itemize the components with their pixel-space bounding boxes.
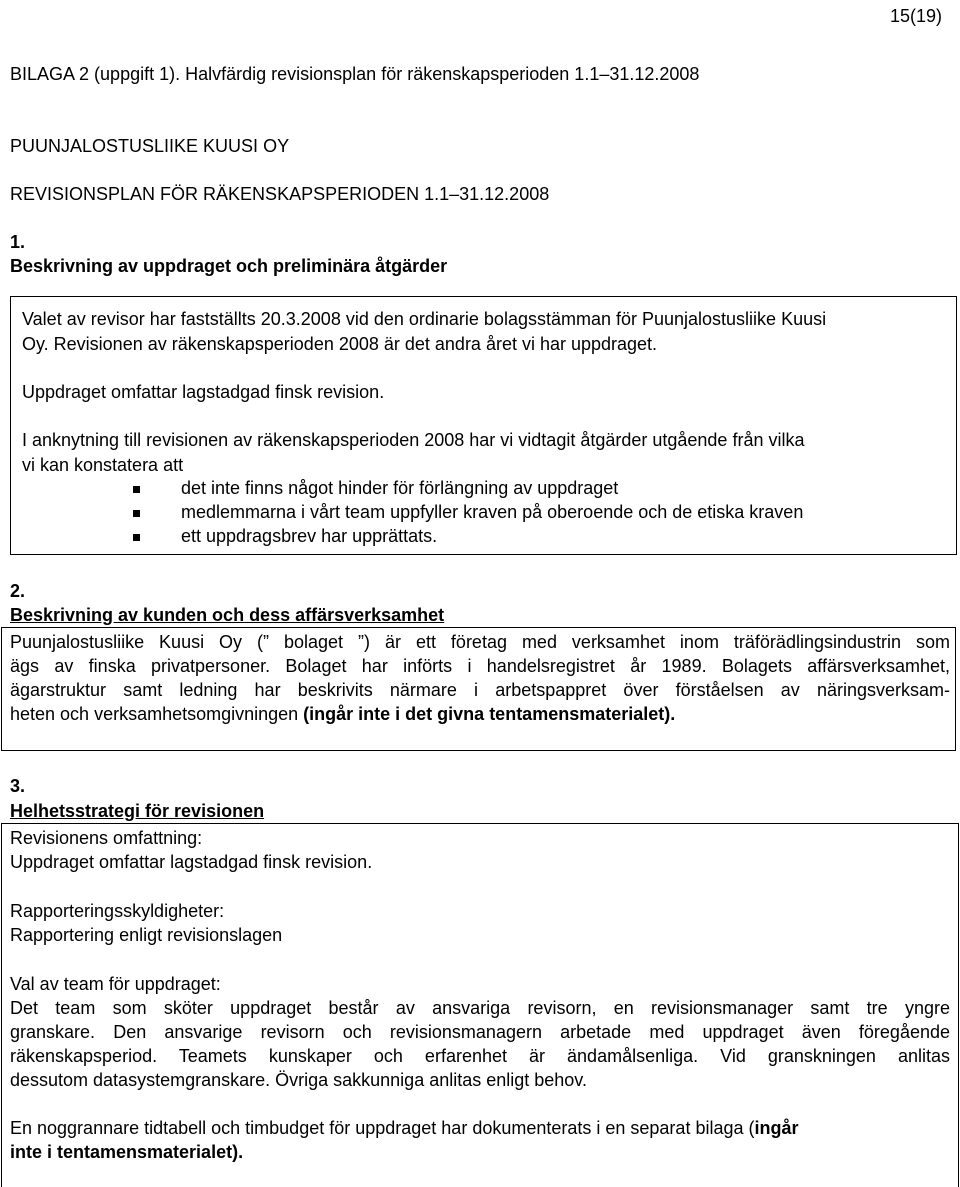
section1-box <box>10 296 957 555</box>
section1-heading: Beskrivning av uppdraget och preliminära åtgärder <box>10 256 448 276</box>
page-number: 15(19) <box>889 6 942 26</box>
section2-box <box>1 627 956 751</box>
scope-text: Uppdraget omfattar lagstadgad finsk revision. <box>10 852 373 872</box>
section3-heading: Helhetsstrategi för revisionen <box>10 801 265 821</box>
section3-box <box>1 823 959 1187</box>
bullet-icon <box>133 534 140 541</box>
bullet-item: det inte finns något hinder för förlängning av uppdraget <box>181 478 619 498</box>
bullet-icon <box>133 510 140 517</box>
scope-label: Revisionens omfattning: <box>10 828 203 848</box>
section1-para3-line2: vi kan konstatera att <box>22 455 184 475</box>
section2-line4-note: (ingår inte i det givna tentamensmaterialet). <box>303 704 676 724</box>
reporting-label: Rapporteringsskyldigheter: <box>10 901 225 921</box>
bullet-item: ett uppdragsbrev har upprättats. <box>181 526 438 546</box>
bullet-icon <box>133 486 140 493</box>
budget-line2: inte i tentamensmaterialet). <box>10 1142 244 1162</box>
section1-para1-line2: Oy. Revisionen av räkenskapsperioden 2008 är det andra året vi har uppdraget. <box>22 334 658 354</box>
attachment-line: BILAGA 2 (uppgift 1). Halvfärdig revisionsplan för räkenskapsperioden 1.1–31.12.2008 <box>10 64 700 84</box>
section2-heading: Beskrivning av kunden och dess affärsverksamhet <box>10 605 445 625</box>
team-line3: räkenskapsperiod. Teamets kunskaper och erfarenhet är ändamålsenliga. Vid granskningen anlitas <box>10 1046 950 1066</box>
section2-line4 <box>10 704 675 725</box>
section2-number: 2. <box>10 581 26 601</box>
section1-para3-line1: I anknytning till revisionen av räkenskapsperioden 2008 har vi vidtagit åtgärder utgående från vilka <box>22 430 805 450</box>
team-line2: granskare. Den ansvarige revisorn och revisionsmanagern arbetade med uppdraget även föregående <box>10 1022 950 1042</box>
section2-line4-text: heten och verksamhetsomgivningen <box>10 704 304 724</box>
plan-title: REVISIONSPLAN FÖR RÄKENSKAPSPERIODEN 1.1–31.12.2008 <box>10 184 550 204</box>
section2-line3: ägarstruktur samt ledning har beskrivits närmare i arbetspappret över förståelsen av näringsverksam- <box>10 680 950 700</box>
section2-line2: ägs av finska privatpersoner. Bolaget har införts i handelsregistret år 1989. Bolagets affärsverksamhet, <box>10 656 950 676</box>
section2-line1: Puunjalostusliike Kuusi Oy (” bolaget ”) är ett företag med verksamhet inom träförädlingsindustrin som <box>10 632 950 652</box>
bullet-item: medlemmarna i vårt team uppfyller kraven på oberoende och de etiska kraven <box>181 502 804 522</box>
section1-number: 1. <box>10 232 26 252</box>
section1-para2: Uppdraget omfattar lagstadgad finsk revision. <box>22 382 385 402</box>
section1-para1-line1: Valet av revisor har fastställts 20.3.2008 vid den ordinarie bolagsstämman för Puunjalostusliike Kuusi <box>22 309 827 329</box>
team-label: Val av team för uppdraget: <box>10 974 221 994</box>
team-line1: Det team som sköter uppdraget består av ansvariga revisorn, en revisionsmanager samt tre yngre <box>10 998 950 1018</box>
budget-line1-note: ingår <box>754 1118 799 1138</box>
budget-line1 <box>10 1118 799 1139</box>
team-line4: dessutom datasystemgranskare. Övriga sakkunniga anlitas enligt behov. <box>10 1070 587 1090</box>
company-name: PUUNJALOSTUSLIIKE KUUSI OY <box>10 136 290 156</box>
reporting-text: Rapportering enligt revisionslagen <box>10 925 283 945</box>
budget-line1-text: En noggrannare tidtabell och timbudget för uppdraget har dokumenterats i en separat bilaga ( <box>10 1118 755 1138</box>
section3-number: 3. <box>10 776 26 796</box>
